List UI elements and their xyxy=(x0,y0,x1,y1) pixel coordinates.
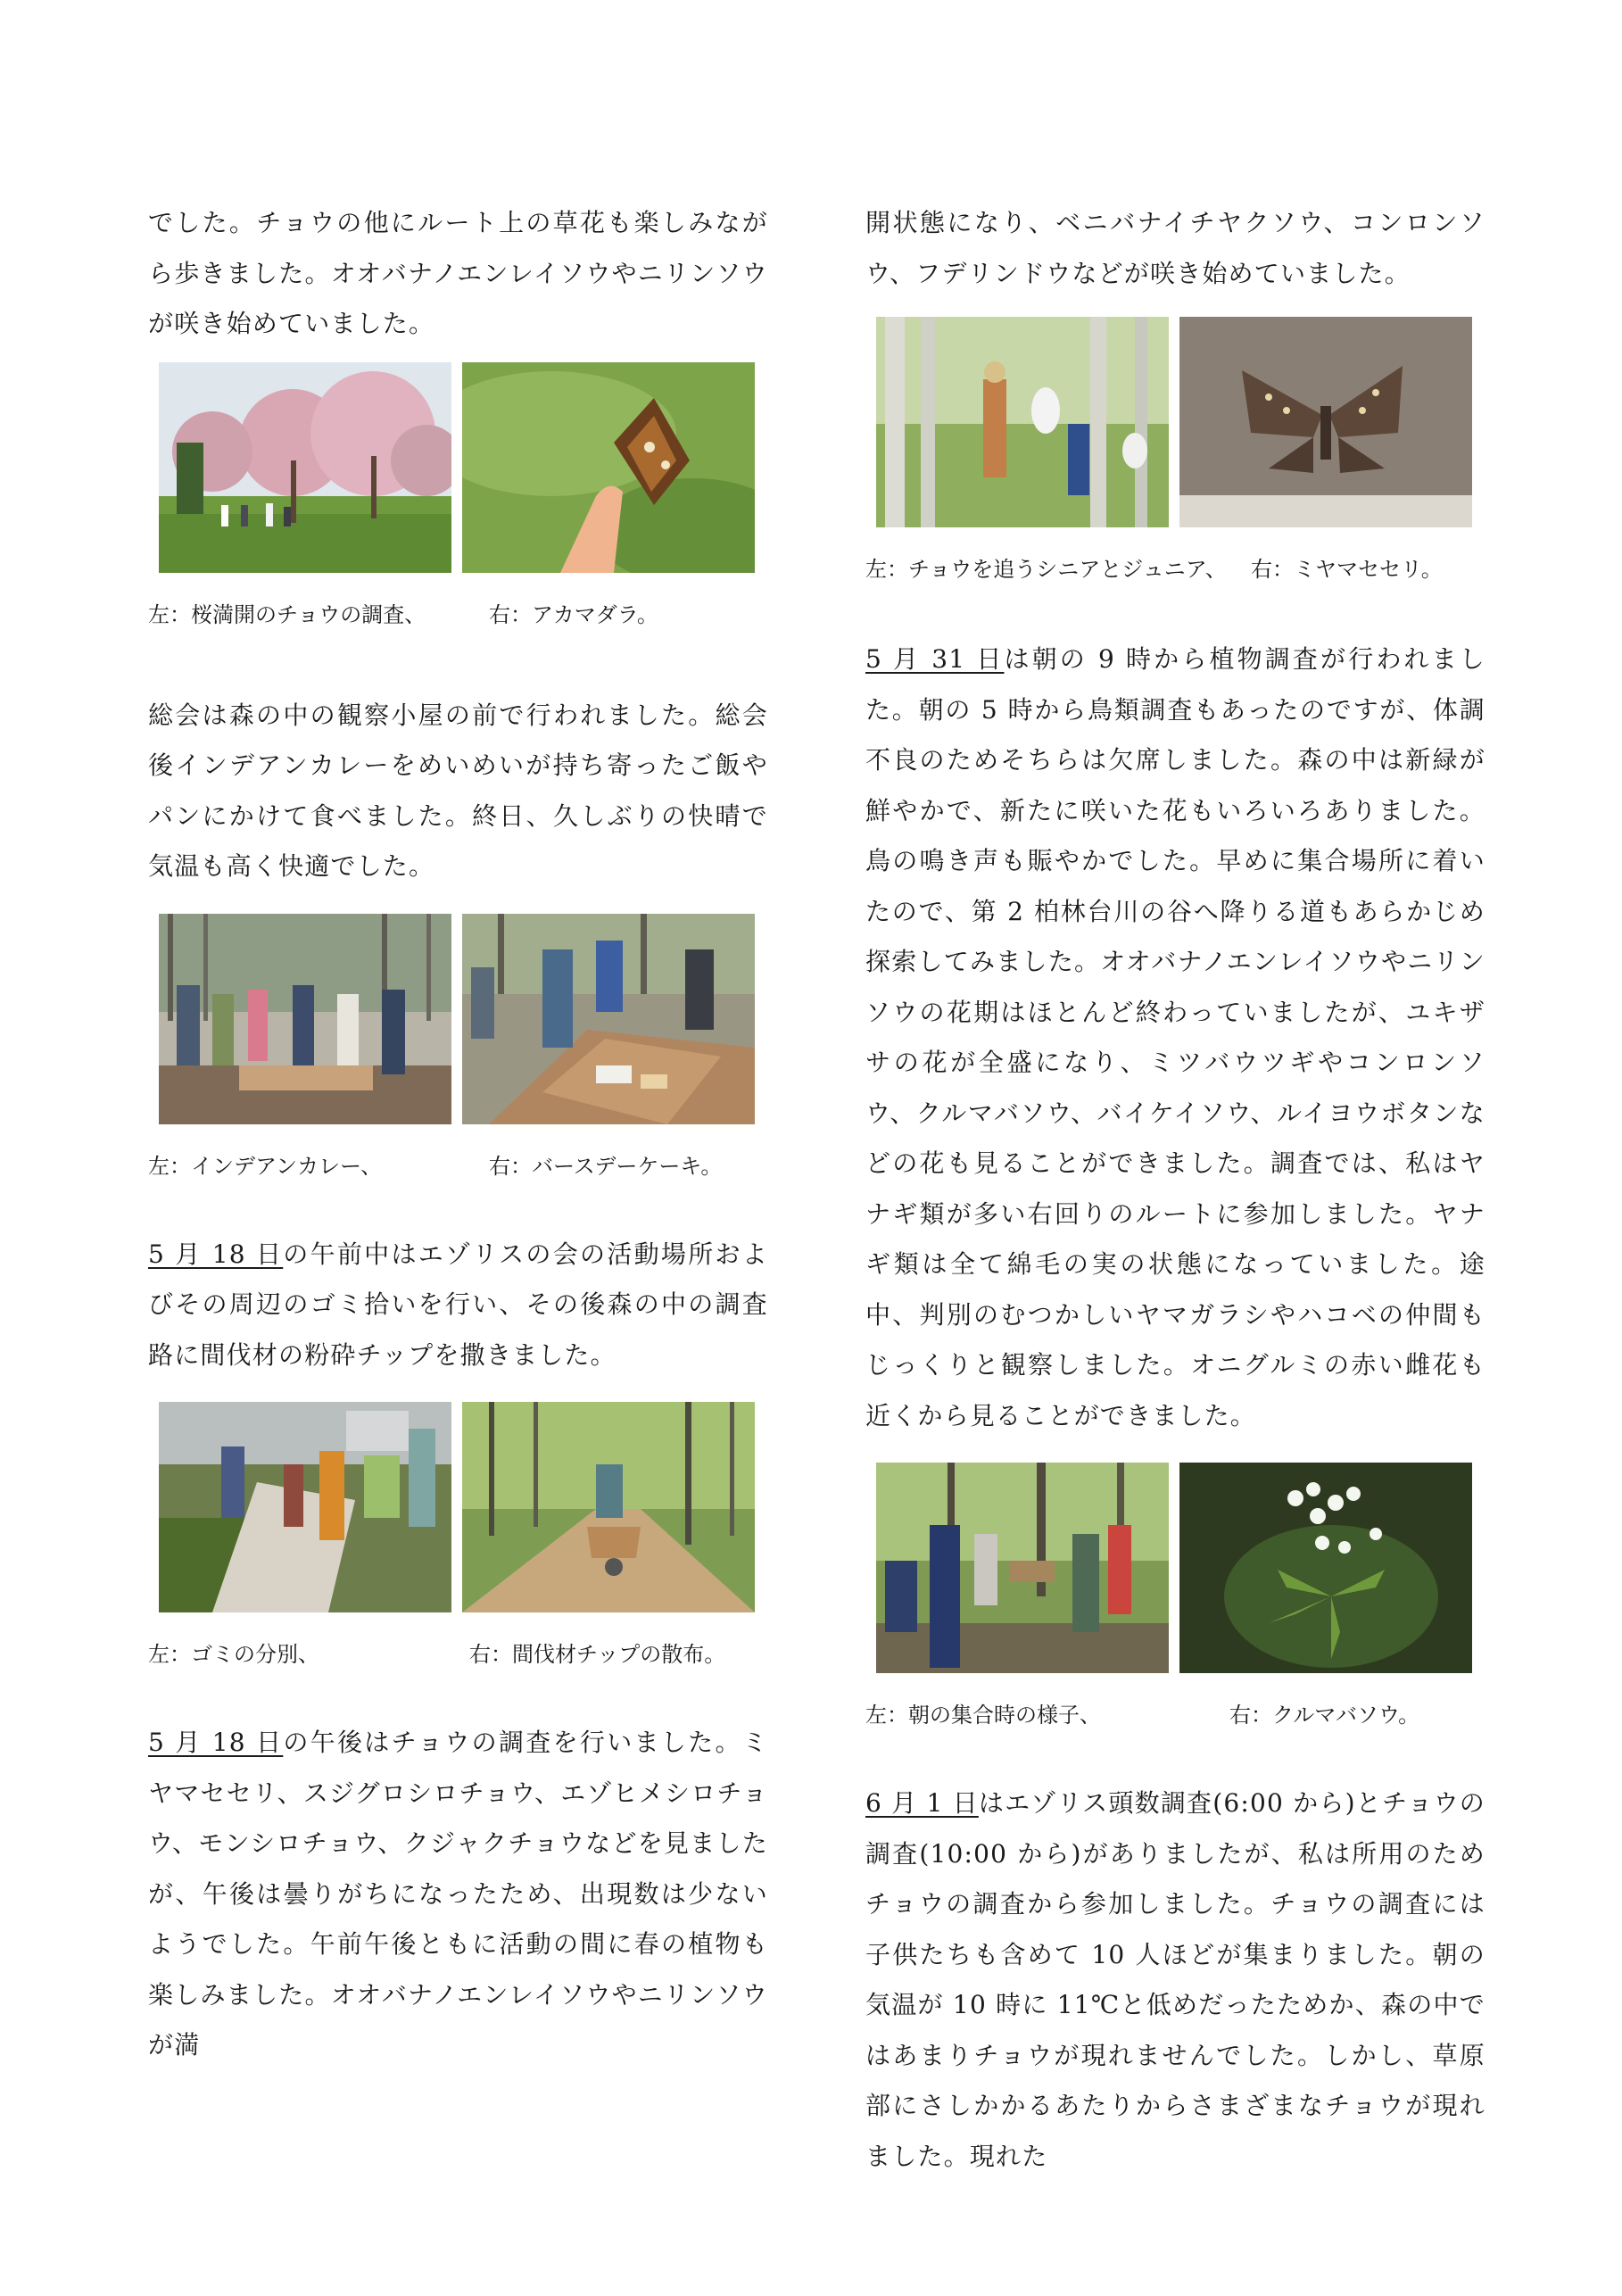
paragraph: 開状態になり、ベニバナイチヤクソウ、コンロンソウ、フデリンドウなどが咲き始めていました。 xyxy=(865,208,1485,288)
paragraph xyxy=(865,1778,1485,2182)
right-column xyxy=(865,198,1485,2182)
photo-miyama-skipper xyxy=(1179,317,1472,527)
caption-right: 右：ミヤマセセリ。 xyxy=(1251,557,1443,582)
caption-right: 右：アカマダラ。 xyxy=(489,601,658,627)
photo-caption xyxy=(148,600,768,630)
date-label: 6 月 1 日 xyxy=(865,1788,979,1818)
paragraph-text: は朝の 9 時から植物調査が行われました。朝の 5 時から鳥類調査もあったのですが、体調不良のためそちらは欠席しました。森の中は新緑が鮮やかで、新たに咲いた花もいろいろありました。鳥の鳴き声も賑やかでした。早めに集合場所に着いたので、第 2 柏林台川の谷へ降りる道もあらかじめ探索してみました。オオバナノエンレイソウやニリンソウの花期はほとんど終わっていましたが、ユキザサの花が全盛になり、ミツバウツギやコンロンソウ、クルマバソウ、バイケイソウ、ルイヨウボタンなどの花も見ることができました。調査では、私はヤナギ類が多い右回りのルートに参加しました。ヤナギ類は全て綿毛の実の状態になっていました。途中、判別のむつかしいヤマガラシやハコベの仲間もじっくりと観察しました。オニグルミの赤い雌花も近くから見ることができました。 xyxy=(865,644,1485,1430)
photo-wood-chip-spreading xyxy=(462,1402,755,1612)
photo-pair xyxy=(159,1402,768,1612)
photo-butterfly-on-finger xyxy=(462,362,755,573)
photo-cherry-blossom-survey xyxy=(159,362,451,573)
caption-right: 右：バースデーケーキ。 xyxy=(489,1153,723,1179)
paragraph xyxy=(865,634,1485,1441)
date-label: 5 月 18 日 xyxy=(148,1728,284,1757)
caption-right: 右：クルマバソウ。 xyxy=(1229,1703,1420,1728)
photo-senior-and-junior-chasing-butterflies xyxy=(876,317,1169,527)
photo-caption xyxy=(865,554,1485,584)
photo-pair xyxy=(159,362,768,573)
caption-left: 左：桜満開のチョウの調査、 xyxy=(148,601,426,627)
photo-caption xyxy=(148,1151,768,1181)
caption-left: 左：朝の集合時の様子、 xyxy=(865,1703,1101,1728)
photo-pair xyxy=(876,317,1485,527)
paragraph-text: の午後はチョウの調査を行いました。ミヤマセセリ、スジグロシロチョウ、エゾヒメシロチョウ、モンシロチョウ、クジャクチョウなどを見ましたが、午後は曇りがちになったため、出現数は少ないようでした。午前午後ともに活動の間に春の植物も楽しみました。オオバナノエンレイソウやニリンソウが満 xyxy=(148,1728,768,2060)
paragraph xyxy=(148,1230,768,1381)
caption-left: 左：チョウを追うシニアとジュニア、 xyxy=(865,557,1227,582)
date-label: 5 月 31 日 xyxy=(865,644,1005,674)
photo-caption xyxy=(865,1700,1485,1730)
paragraph xyxy=(148,1718,768,2071)
caption-left: 左：ゴミの分別、 xyxy=(148,1642,319,1667)
photo-garbage-sorting xyxy=(159,1402,451,1612)
photo-morning-assembly xyxy=(876,1463,1169,1673)
photo-pair xyxy=(876,1463,1485,1673)
photo-kurumabasou-flower xyxy=(1179,1463,1472,1673)
paragraph-text: の午前中はエゾリスの会の活動場所およびその周辺のゴミ拾いを行い、その後森の中の調査路に間伐材の粉砕チップを撒きました。 xyxy=(148,1239,768,1370)
paragraph-text: はエゾリス頭数調査(6:00 から)とチョウの調査(10:00 から)がありましたが、私は所用のためチョウの調査から参加しました。チョウの調査には子供たちも含めて 10 人ほどが集まりました。朝の気温が 10 時に 11℃と低めだったためか、森の中ではあまりチョウが現れませんでした。しかし、草原部にさしかかるあたりからさまざまなチョウが現れました。現れた xyxy=(865,1788,1486,2171)
date-label: 5 月 18 日 xyxy=(148,1239,284,1269)
paragraph: でした。チョウの他にルート上の草花も楽しみながら歩きました。オオバナノエンレイソウやニリンソウが咲き始めていました。 xyxy=(148,208,768,338)
photo-caption xyxy=(148,1639,768,1670)
paragraph: 総会は森の中の観察小屋の前で行われました。総会後インデアンカレーをめいめいが持ち寄ったご飯やパンにかけて食べました。終日、久しぶりの快晴で気温も高く快適でした。 xyxy=(148,700,768,881)
photo-indian-curry xyxy=(159,914,451,1124)
caption-right: 右：間伐材チップの散布。 xyxy=(469,1642,726,1667)
photo-birthday-cake xyxy=(462,914,755,1124)
photo-pair xyxy=(159,914,768,1124)
caption-left: 左：インデアンカレー、 xyxy=(148,1153,383,1179)
left-column xyxy=(148,198,768,2071)
